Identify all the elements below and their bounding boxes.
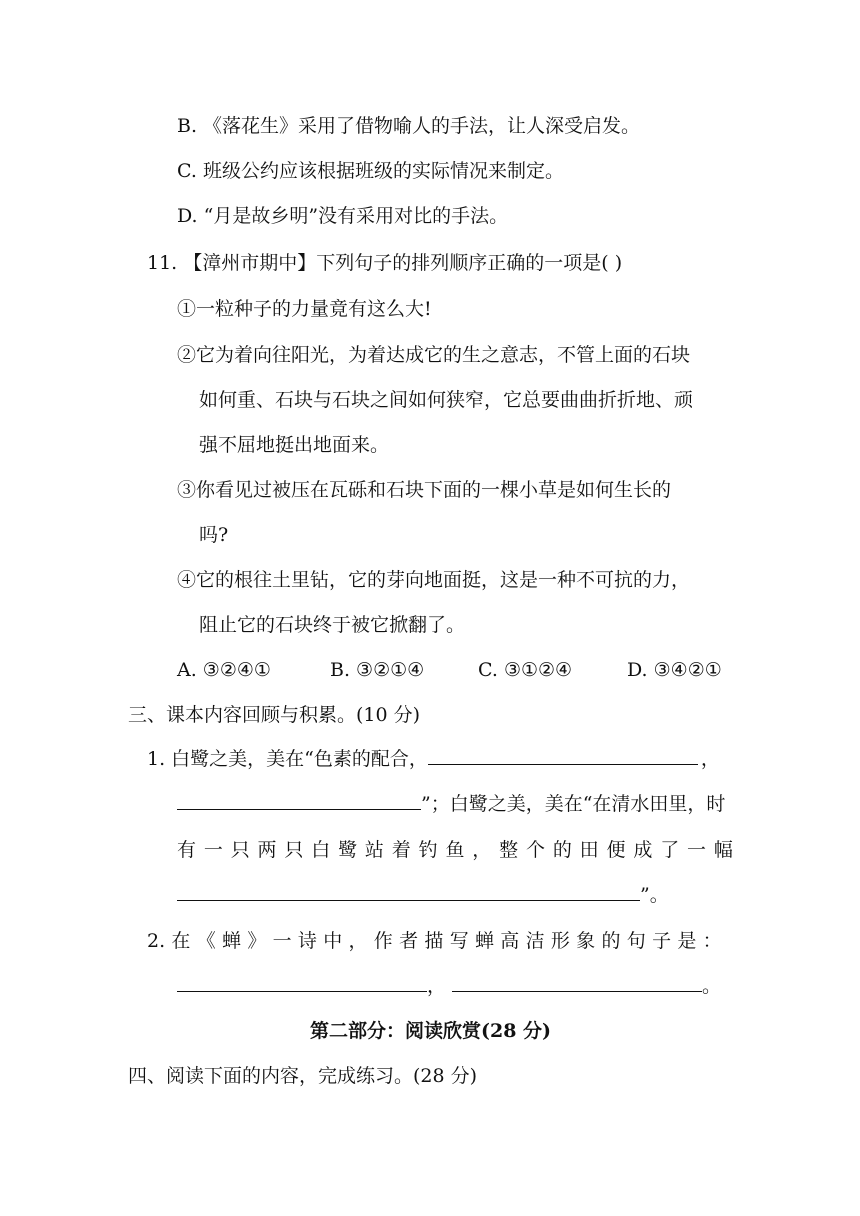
- q1-line3-char: 鹭: [338, 839, 358, 861]
- q2-line1-char: 者: [399, 930, 419, 952]
- section3-q1-line4: [177, 881, 669, 909]
- q2-line1-char: 象: [576, 930, 596, 952]
- q2-line1-char: 子: [652, 930, 672, 952]
- q2-line1-char: 蝉: [222, 930, 242, 952]
- q1-line3-char: 的: [552, 839, 572, 861]
- q2-line1-char: 的: [601, 930, 621, 952]
- q2-line1-char: 在: [171, 930, 191, 952]
- q2-line2-mid: ，: [427, 975, 447, 997]
- section4-title: 四、阅读下面的内容，完成练习。(28 分): [128, 1065, 478, 1087]
- q11-sentence-4-line2: 阻止它的石块终于被它掀翻了。: [199, 614, 466, 636]
- q2-line1-char: 洁: [525, 930, 545, 952]
- q1-line3-char: 一: [203, 839, 223, 861]
- answer-blank[interactable]: [177, 975, 427, 992]
- q1-line3-char: 只: [284, 839, 304, 861]
- answer-blank[interactable]: [452, 975, 702, 992]
- section3-title: 三、课本内容回顾与积累。(10 分): [128, 704, 421, 726]
- q1-line3-char: 钓: [418, 839, 438, 861]
- q2-line1-char: 句: [626, 930, 646, 952]
- answer-blank[interactable]: [177, 884, 640, 901]
- q11-option-b: B. ③②①④: [330, 659, 425, 681]
- q1-line3-char: 站: [364, 839, 384, 861]
- q1-line3-char: 个: [525, 839, 545, 861]
- q2-line1-char: 描: [424, 930, 444, 952]
- q2-line1-char: 《: [196, 930, 216, 952]
- section3-q1-line2: [177, 790, 725, 818]
- q2-line1-char: 高: [500, 930, 520, 952]
- q11-sentence-2-line3: 强不屈地挺出地面来。: [199, 434, 390, 456]
- part2-heading: 第二部分：阅读欣赏(28 分): [310, 1020, 552, 1042]
- q1-line3-char: 白: [311, 839, 331, 861]
- q1-line4-end: ”。: [640, 884, 669, 906]
- q11-sentence-3-line1: ③你看见过被压在瓦砾和石块下面的一棵小草是如何生长的: [177, 479, 672, 501]
- q2-line1-char: 作: [373, 930, 393, 952]
- q11-option-a: A. ③②④①: [177, 659, 271, 681]
- q2-line1-char: ：: [702, 930, 722, 952]
- q1-line1-text: 1. 白鹭之美，美在“色素的配合，: [147, 748, 428, 770]
- q11-option-d: D. ③④②①: [627, 659, 722, 681]
- q1-line2-text: ”；白鹭之美，美在“在清水田里，时: [421, 793, 726, 815]
- q2-line1-char: 形: [550, 930, 570, 952]
- q1-line3-char: 只: [230, 839, 250, 861]
- q11-stem: 11. 【漳州市期中】下列句子的排列顺序正确的一项是( ): [147, 252, 623, 274]
- q10-option-d: D. “月是故乡明”没有采用对比的手法。: [177, 205, 509, 227]
- q11-sentence-1: ①一粒种子的力量竟有这么大!: [177, 298, 432, 320]
- answer-blank[interactable]: [177, 793, 421, 810]
- q1-line3-char: 整: [499, 839, 519, 861]
- q1-line3-char: 田: [579, 839, 599, 861]
- answer-blank[interactable]: [428, 748, 698, 765]
- q1-line1-end: ，: [700, 748, 720, 770]
- q1-line3-char: 鱼: [445, 839, 465, 861]
- q11-sentence-3-line2: 吗?: [199, 524, 229, 546]
- q11-sentence-2-line2: 如何重、石块与石块之间如何狭窄，它总要曲曲折折地、顽: [199, 389, 694, 411]
- q11-sentence-4-line1: ④它的根往土里钻，它的芽向地面挺，这是一种不可抗的力，: [177, 569, 691, 591]
- q1-line3-char: 有: [177, 839, 197, 861]
- q1-line3-char: ，: [472, 839, 492, 861]
- q1-line3-char: 两: [257, 839, 277, 861]
- q1-line3-char: 着: [391, 839, 411, 861]
- q1-line3-char: 幅: [713, 839, 733, 861]
- q10-option-c: C. 班级公约应该根据班级的实际情况来制定。: [177, 160, 564, 182]
- q2-line1-char: 中: [323, 930, 343, 952]
- q2-line2-end: 。: [702, 975, 722, 997]
- q2-line1-char: ，: [348, 930, 368, 952]
- q1-line3-char: 便: [606, 839, 626, 861]
- q10-option-b: B. 《落花生》采用了借物喻人的手法，让人深受启发。: [177, 115, 641, 137]
- q11-sentence-2-line1: ②它为着向往阳光，为着达成它的生之意志，不管上面的石块: [177, 344, 691, 366]
- section3-q1-line1: [147, 745, 720, 773]
- q1-line3-char: 了: [660, 839, 680, 861]
- section3-q2-line1: [147, 927, 722, 955]
- q2-line1-char: 》: [247, 930, 267, 952]
- q2-line1-char: 写: [449, 930, 469, 952]
- q11-option-c: C. ③①②④: [478, 659, 573, 681]
- q2-line1-char: 是: [677, 930, 697, 952]
- q1-line3-char: 成: [633, 839, 653, 861]
- q2-line1-char: 蝉: [474, 930, 494, 952]
- section3-q2-line2: [177, 972, 721, 1000]
- q2-line1-char: 一: [272, 930, 292, 952]
- section3-q1-line3: [177, 836, 733, 864]
- q1-line3-char: 一: [687, 839, 707, 861]
- q2-line1-char: 诗: [297, 930, 317, 952]
- q2-line1-char: 2.: [147, 930, 166, 952]
